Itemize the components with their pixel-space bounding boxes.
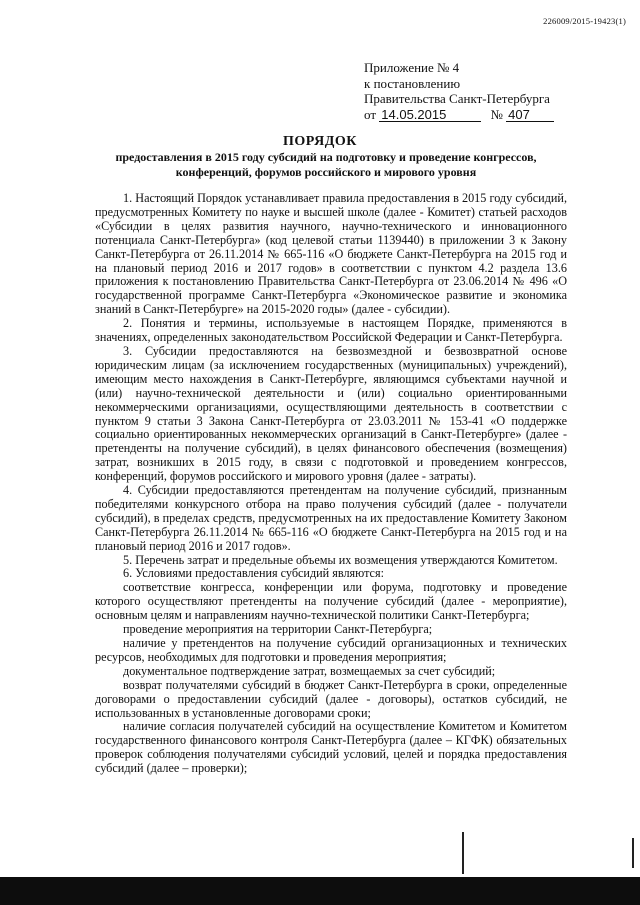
- number-prefix: №: [490, 106, 503, 122]
- appendix-date-line: [364, 107, 554, 123]
- scan-artifact-line: [462, 832, 464, 874]
- document-title: ПОРЯДОК: [283, 134, 357, 149]
- document-subtitle: предоставления в 2015 году субсидий на подготовку и проведение конгрессов, конференций, форумов российского и мирового уровня: [115, 150, 537, 179]
- paragraph-3: 3. Субсидии предоставляются на безвозмездной и безвозвратной основе юридическим лицам (за исключением государственных (муниципальных) учреждений), имеющим место нахождения в Санкт-Петербурге, являющимся субъектами научной и (или) научно-технической деятельности и (или) социально ориентированными некоммерческими организациями, осуществляющими деятельность в соответствии с пунктом 9 статьи 3 Закона Санкт-Петербурга от 23.03.2011 № 153-41 «О поддержке социально ориентированных некоммерческих организаций в Санкт-Петербурге» (далее - претенденты на получение субсидий), в целях финансового обеспечения (возмещения) затрат, возникших в 2015 году, в связи с подготовкой и проведением конгрессов, конференций, форумов российского и мирового уровня (далее - затраты).: [95, 343, 567, 484]
- resolution-number: 407: [506, 108, 554, 122]
- document-body: [95, 192, 567, 776]
- appendix-government: Правительства Санкт-Петербурга: [364, 91, 550, 106]
- appendix-number: Приложение № 4: [364, 60, 460, 75]
- paragraph-6: 6. Условиями предоставления субсидий являются:: [123, 566, 384, 581]
- paragraph-5: 5. Перечень затрат и предельные объемы их возмещения утверждаются Комитетом.: [123, 552, 558, 567]
- condition-item: наличие у претендентов на получение субсидий организационных и технических ресурсов, необходимых для подготовки и проведения мероприятия;: [95, 636, 567, 664]
- appendix-to-resolution: к постановлению: [364, 75, 461, 91]
- condition-item: документальное подтверждение затрат, возмещаемых за счет субсидий;: [123, 663, 496, 678]
- date-prefix: от: [364, 106, 377, 122]
- paragraph-2: 2. Понятия и термины, используемые в настоящем Порядке, применяются в значениях, определенных законодательством Российской Федерации и Санкт-Петербурга.: [95, 316, 567, 345]
- condition-item: возврат получателями субсидий в бюджет Санкт-Петербурга в сроки, определенные договорами о предоставлении субсидий (далее - договоры), остатков субсидий, не использованных в установленные договорами сроки;: [95, 677, 567, 720]
- appendix-block: [364, 60, 554, 122]
- document-registration-number: 226009/2015-19423(1): [543, 16, 626, 26]
- scan-artifact-line: [632, 838, 634, 868]
- scan-bottom-edge: [0, 877, 640, 905]
- resolution-date: 14.05.2015: [379, 108, 481, 122]
- paragraph-4: 4. Субсидии предоставляются претендентам на получение субсидий, признанным победителями конкурсного отбора на право получения субсидий (далее - получатели субсидий), в пределах средств, предусмотренных на их предоставление Комитету Законом Санкт-Петербурга 26.11.2014 № 665-116 «О бюджете Санкт-Петербурга на 2015 год и на плановый период 2016 и 2017 годов».: [95, 483, 567, 553]
- paragraph-1: 1. Настоящий Порядок устанавливает правила предоставления в 2015 году субсидий, предусмотренных Комитету по науке и высшей школе (далее - Комитет) статьей расходов «Субсидии в целях развития научного, научно-технического и инновационного потенциала Санкт-Петербурга» (код целевой статьи 1139440) в приложении 3 к Закону Санкт-Петербурга от 26.11.2014 № 665-116 «О бюджете Санкт-Петербурга на 2015 год и на плановый период 2016 и 2017 годов» в соответствии с пунктом 4.2 раздела 13.6 приложения к постановлению Правительства Санкт-Петербурга от 23.06.2014 № 496 «О государственной программе Санкт-Петербурга «Экономическое развитие и экономика знаний в Санкт-Петербурге» на 2015-2020 годы» (далее - субсидии).: [95, 191, 567, 317]
- condition-item: наличие согласия получателей субсидий на осуществление Комитетом и Комитетом государственного финансового контроля Санкт-Петербурга (далее – КГФК) обязательных проверок соблюдения получателями субсидий условий, целей и порядка предоставления субсидий (далее – проверки);: [95, 719, 567, 776]
- condition-item: соответствие конгресса, конференции или форума, подготовку и проведение которого осуществляют претенденты на получение субсидий (далее - мероприятие), основным целям и направлениям научно-технической политики Санкт-Петербурга;: [95, 580, 567, 623]
- condition-item: проведение мероприятия на территории Санкт-Петербурга;: [123, 622, 433, 637]
